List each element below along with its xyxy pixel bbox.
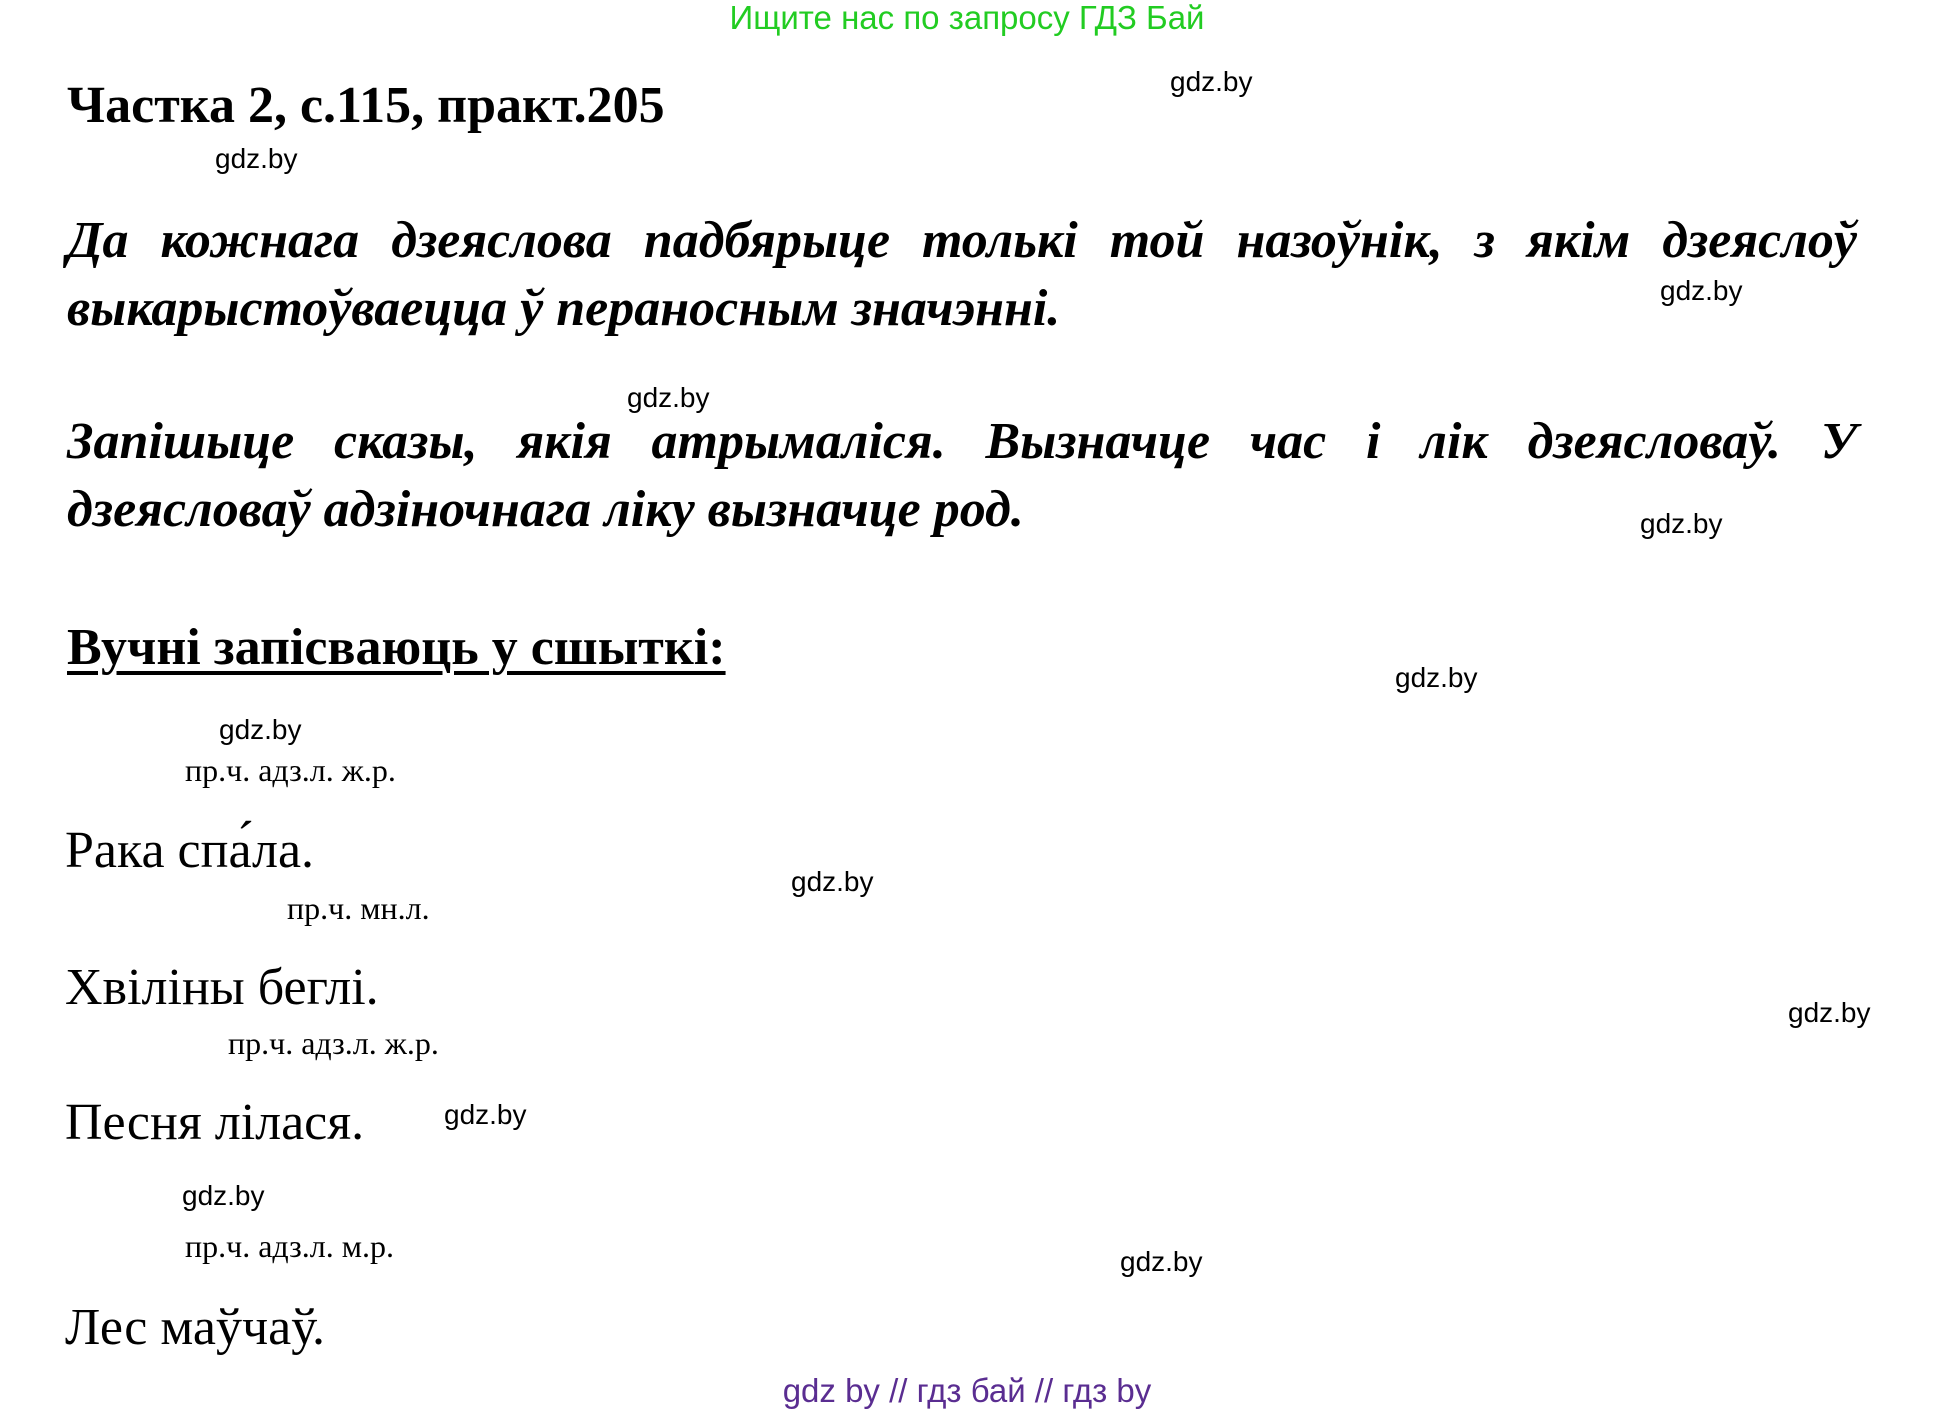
annotation-2: пр.ч. мн.л. [287,890,430,926]
watermark: gdz.by [1660,275,1743,306]
watermark: gdz.by [1120,1246,1203,1277]
sentence-1: Рака спа́ла. [65,822,315,879]
watermark: gdz.by [1788,997,1871,1028]
watermark: gdz.by [215,143,298,174]
sentence-2: Хвіліны беглі. [65,959,379,1016]
top-banner: Ищите нас по запросу ГДЗ Бай [729,0,1205,36]
sentence-3: Песня лілася. [65,1094,365,1151]
footer-watermark: gdz by // гдз бай // гдз by [782,1372,1152,1409]
page-heading: Частка 2, с.115, практ.205 [67,77,665,134]
task-paragraph-1: Да кожнага дзеяслова падбярыце толькі той назоўнік, з якім дзеяслоў выкарыстоўваецца ў пераносным значэнні. [67,212,1857,337]
watermark: gdz.by [1170,66,1253,97]
watermark: gdz.by [219,714,302,745]
annotation-3: пр.ч. адз.л. ж.р. [228,1025,439,1061]
section-title: Вучні запісваюць у сшыткі: [67,619,726,676]
watermark: gdz.by [791,866,874,897]
sentence-4: Лес маўчаў. [65,1299,326,1356]
watermark: gdz.by [1395,662,1478,693]
annotation-4: пр.ч. адз.л. м.р. [185,1228,394,1264]
watermark: gdz.by [182,1180,265,1211]
watermark: gdz.by [444,1099,527,1130]
watermark: gdz.by [1640,508,1723,539]
task-paragraph-2: Запішыце сказы, якія атрымаліся. Вызначце час і лік дзеясловаў. У дзеясловаў адзіночнага ліку вызначце род. [67,413,1857,538]
annotation-1: пр.ч. адз.л. ж.р. [185,752,396,788]
watermark: gdz.by [627,382,710,413]
